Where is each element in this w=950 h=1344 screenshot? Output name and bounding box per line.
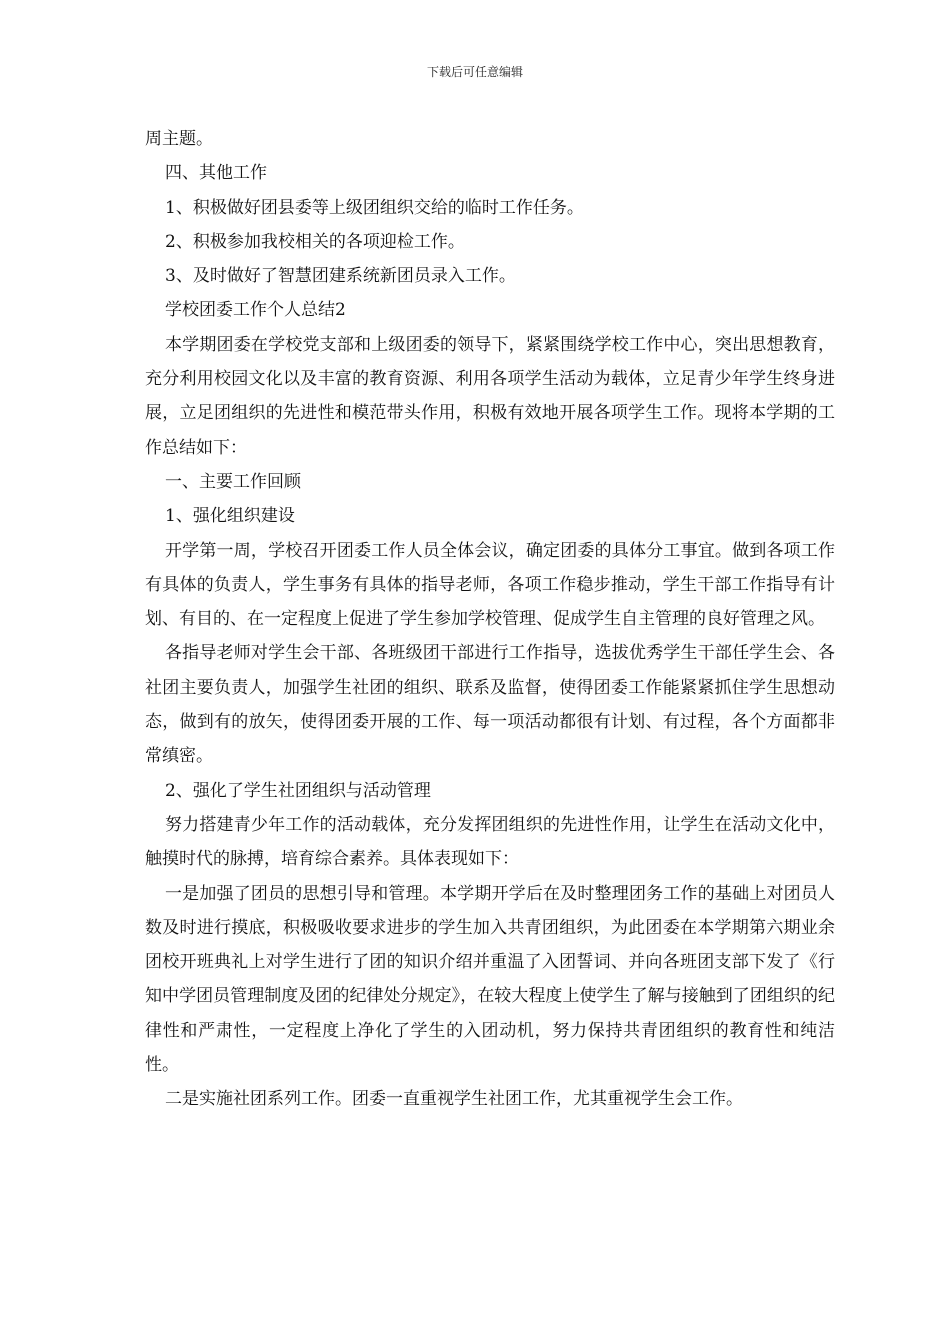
list-item-1: 1、积极做好团县委等上级团组织交给的临时工作任务。 <box>165 197 584 218</box>
paragraph-member-guidance: 一是加强了团员的思想引导和管理。本学期开学后在及时整理团务工作的基础上对团员人数及时进行摸底，积极吸收要求进步的学生加入共青团组织，为此团委在本学期第六期业余团校开班典礼上对学生进行了团的知识介绍并重温了入团誓词、并向各班团支部下发了《行知中学团员管理制度及团的纪律处分规定》，在较大程度上使学生了解与接触到了团组织的纪律性和严肃性，一定程度上净化了学生的入团动机，努力保持共青团组织的教育性和纯洁性。 <box>145 883 835 1076</box>
paragraph-first-week: 开学第一周，学校召开团委工作人员全体会议，确定团委的具体分工事宜。做到各项工作有具体的负责人，学生事务有具体的指导老师，各项工作稳步推动，学生干部工作指导有计划、有目的、在一定程度上促进了学生参加学校管理、促成学生自主管理的良好管理之风。 <box>145 540 835 630</box>
list-item-2: 2、积极参加我校相关的各项迎检工作。 <box>165 231 465 252</box>
page-header-note: 下载后可任意编辑 <box>426 65 523 79</box>
paragraph-continuation: 周主题。 <box>145 129 213 149</box>
document-body <box>145 122 835 1117</box>
document-subtitle: 学校团委工作个人总结2 <box>165 300 346 321</box>
list-item-3: 3、及时做好了智慧团建系统新团员录入工作。 <box>165 266 516 287</box>
paragraph-activity-platform: 努力搭建青少年工作的活动载体，充分发挥团组织的先进性作用，让学生在活动文化中，触摸时代的脉搏，培育综合素养。具体表现如下： <box>145 814 835 870</box>
subheading-organization: 1、强化组织建设 <box>165 506 295 527</box>
subheading-clubs: 2、强化了学生社团组织与活动管理 <box>165 780 431 801</box>
paragraph-instructors: 各指导老师对学生会干部、各班级团干部进行工作指导，选拔优秀学生干部任学生会、各社团主要负责人，加强学生社团的组织、联系及监督，使得团委工作能紧紧抓住学生思想动态，做到有的放矢，使得团委开展的工作、每一项活动都很有计划、有过程，各个方面都非常缜密。 <box>145 643 835 767</box>
section-heading-other-work: 四、其他工作 <box>165 163 267 184</box>
paragraph-club-series: 二是实施社团系列工作。团委一直重视学生社团工作，尤其重视学生会工作。 <box>165 1089 743 1110</box>
section-heading-main-work: 一、主要工作回顾 <box>165 471 301 492</box>
paragraph-intro: 本学期团委在学校党支部和上级团委的领导下，紧紧围绕学校工作中心，突出思想教育，充分利用校园文化以及丰富的教育资源、利用各项学生活动为载体，立足青少年学生终身进展，立足团组织的先进性和模范带头作用，积极有效地开展各项学生工作。现将本学期的工作总结如下： <box>145 334 835 458</box>
